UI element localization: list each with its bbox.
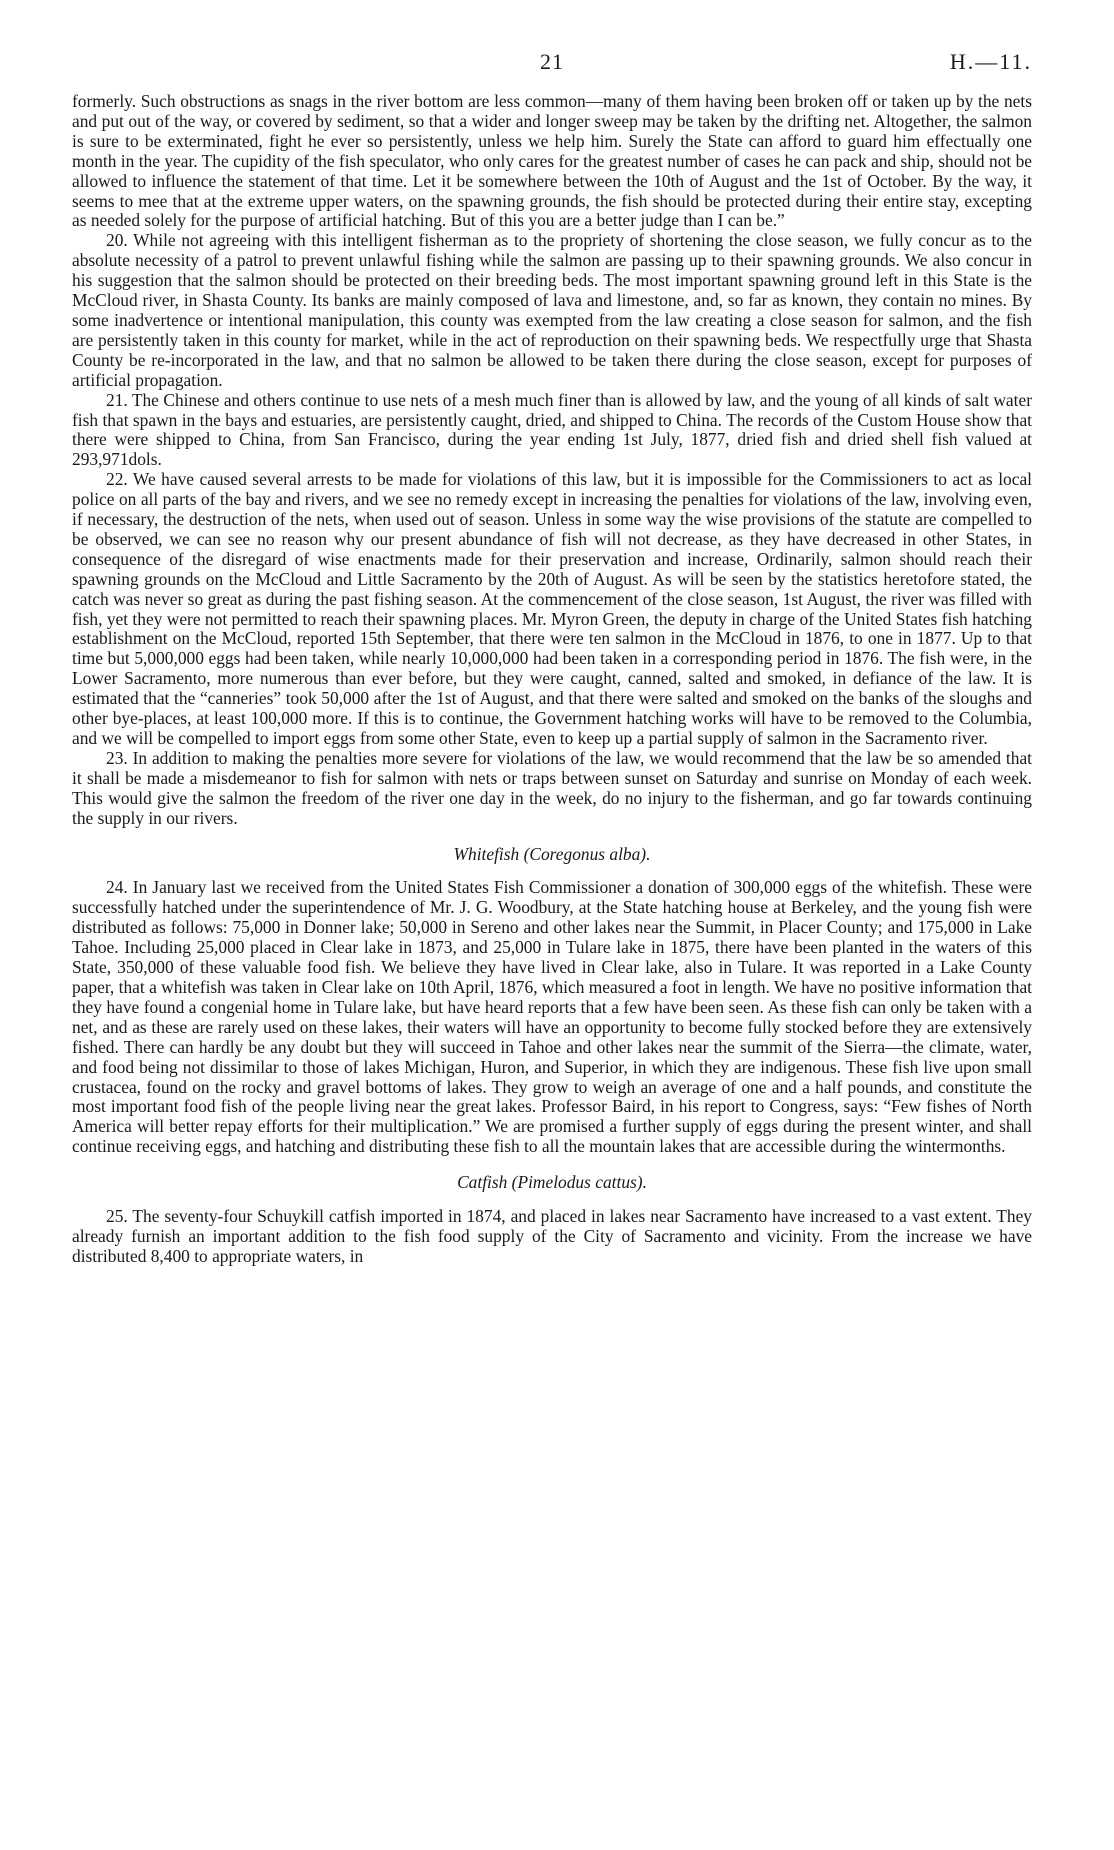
paragraph-25: 25. The seventy-four Schuykill catfish imported in 1874, and placed in lakes near Sacramento have increased to a vast extent. They already furnish an important addition to the fish food supply of the City of Sacramento and vicinity. From the increase we have distributed 8,400 to appropriate waters, in xyxy=(72,1206,1032,1266)
paragraph-22: 22. We have caused several arrests to be made for violations of this law, but it is impossible for the Commissioners to act as local police on all parts of the bay and rivers, and we see no remedy except in increasing the penalties for violations of the law, involving even, if necessary, the destruction of the nets, when used out of season. Unless in some way the wise provisions of the statute are compelled to be observed, we can see no reason why our present abundance of fish will not decrease, as they have decreased in other States, in consequence of the disregard of wise enactments made for their preservation and increase, Ordinarily, salmon should reach their spawning grounds on the McCloud and Little Sacramento by the 20th of August. As will be seen by the statistics heretofore stated, the catch was never so great as during the past fishing season. At the commencement of the close season, 1st August, the river was filled with fish, yet they were not permitted to reach their spawning places. Mr. Myron Green, the deputy in charge of the United States fish hatching establishment on the McCloud, reported 15th September, that there were ten salmon in the McCloud in 1876, to one in 1877. Up to that time but 5,000,000 eggs had been taken, while nearly 10,000,000 had been taken in a corresponding period in 1876. The fish were, in the Lower Sacramento, more numerous than ever before, but they were caught, canned, salted and smoked, in defiance of the law. It is estimated that the “canneries” took 50,000 after the 1st of August, and that there were salted and smoked on the banks of the sloughs and other bye-places, at least 100,000 more. If this is to continue, the Government hatching works will have to be removed to the Columbia, and we will be compelled to import eggs from some other State, even to keep up a partial supply of salmon in the Sacramento river. xyxy=(72,469,1032,748)
page-number: 21 xyxy=(540,49,564,74)
paragraph-24: 24. In January last we received from the United States Fish Commissioner a donation of 300,000 eggs of the whitefish. These were successfully hatched under the superintendence of Mr. J. G. Woodbury, at the State hatching house at Berkeley, and the young fish were distributed as follows: 75,000 in Donner lake; 50,000 in Sereno and other lakes near the Summit, in Placer County; and 175,000 in Lake Tahoe. Including 25,000 placed in Clear lake in 1873, and 25,000 in Tulare lake in 1875, there have been planted in the waters of this State, 350,000 of these valuable food fish. We believe they have lived in Clear lake, also in Tulare. It was reported in a Lake County paper, that a whitefish was taken in Clear lake on 10th April, 1876, which measured a foot in length. We have no positive information that they have found a congenial home in Tulare lake, but have heard reports that a few have been seen. As these fish can only be taken with a net, and as these are rarely used on these lakes, their waters will have an opportunity to become fully stocked before they are extensively fished. There can hardly be any doubt but they will succeed in Tahoe and other lakes near the summit of the Sierra—the climate, water, and food being not dissimilar to those of lakes Michigan, Huron, and Superior, in which they are indigenous. These fish live upon small crustacea, found on the rocky and gravel bottoms of lakes. They grow to weigh an average of one and a half pounds, and constitute the most important food fish of the people living near the great lakes. Professor Baird, in his report to Congress, says: “Few fishes of North America will better repay efforts for their multiplication.” We are promised a further supply of eggs during the present winter, and shall continue receiving eggs, and hatching and distributing these fish to all the mountain lakes that are accessible during the wintermonths. xyxy=(72,877,1032,1157)
paragraph-21: 21. The Chinese and others continue to use nets of a mesh much finer than is allowed by law, and the young of all kinds of salt water fish that spawn in the bays and estuaries, are persistently caught, dried, and shipped to China. The records of the Custom House show that there were shipped to China, from San Francisco, during the year ending 1st July, 1877, dried fish and dried shell fish valued at 293,971dols. xyxy=(72,389,1032,470)
paragraph-continuation: formerly. Such obstructions as snags in the river bottom are less common—many of them having been broken off or taken up by the nets and put out of the way, or covered by sediment, so that a wider and longer sweep may be taken by the drifting net. Altogether, the salmon is sure to be exterminated, fight he ever so persistently, unless we help him. Surely the State can afford to guard him effectually one month in the year. The cupidity of the fish speculator, who only cares for the greatest number of cases he can pack and ship, should not be allowed to influence the statement of that time. Let it be somewhere between the 10th of August and the 1st of October. By the way, it seems to mee that at the extreme upper waters, on the spawning grounds, the fish should be protected during their entire stay, excepting as needed solely for the purpose of artificial hatching. But of this you are a better judge than I can be.” xyxy=(72,91,1032,231)
paragraph-20: 20. While not agreeing with this intelligent fisherman as to the propriety of shortening the close season, we fully concur as to the absolute necessity of a patrol to prevent unlawful fishing while the salmon are passing up to their spawning grounds. We also concur in his suggestion that the salmon should be protected on their breeding beds. The most important spawning ground left in this State is the McCloud river, in Shasta County. Its banks are mainly composed of lava and limestone, and, so far as known, they contain no mines. By some inadvertence or intentional manipulation, this county was exempted from the law creating a close season for salmon, and the fish are persistently taken in this county for market, while in the act of reproduction on their spawning beds. We respectfully urge that Shasta County be re-incorporated in the law, and that no salmon be allowed to be taken there during the close season, except for purposes of artificial propagation. xyxy=(72,230,1032,390)
section-heading-catfish: Catfish (Pimelodus cattus). xyxy=(457,1172,647,1193)
section-heading-whitefish: Whitefish (Coregonus alba). xyxy=(453,843,651,864)
document-reference: H.—11. xyxy=(949,49,1032,74)
paragraph-23: 23. In addition to making the penalties more severe for violations of the law, we would recommend that the law be so amended that it shall be made a misdemeanor to fish for salmon with nets or traps between sunset on Saturday and sunrise on Monday of each week. This would give the salmon the freedom of the river one day in the week, do no injury to the fisherman, and go far towards continuing the supply in our rivers. xyxy=(72,747,1032,828)
page-header xyxy=(72,49,1032,92)
